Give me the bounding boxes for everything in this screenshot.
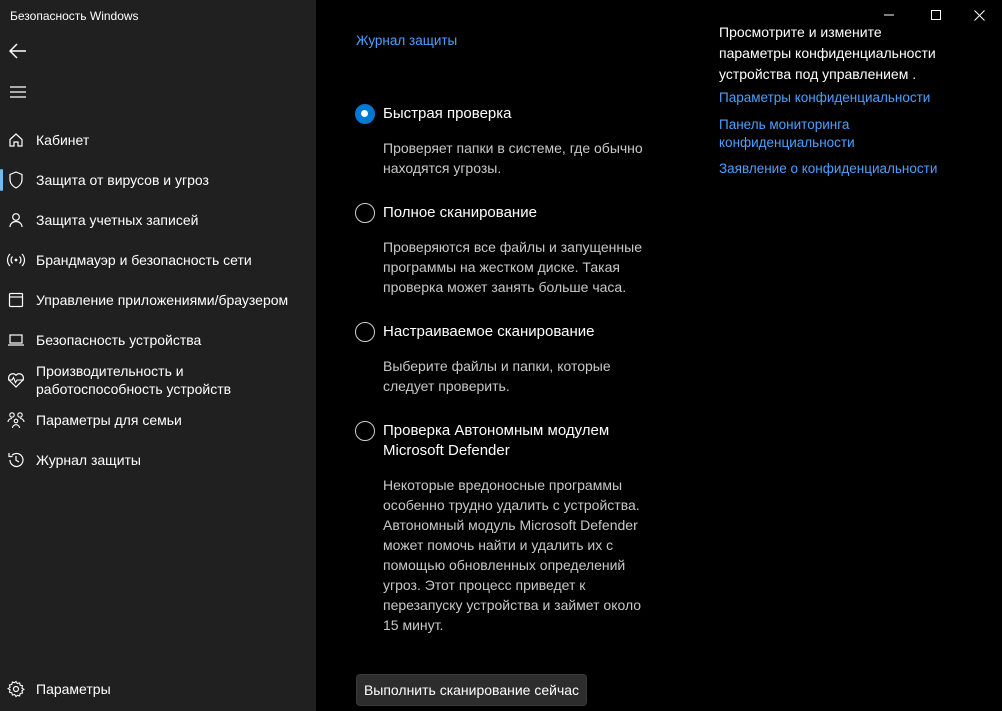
history-icon xyxy=(7,451,25,469)
sidebar-item-firewall[interactable] xyxy=(0,242,316,278)
offline-scan-option[interactable] xyxy=(355,421,375,441)
hamburger-icon xyxy=(10,86,26,98)
quick-scan-option[interactable] xyxy=(355,104,375,124)
wifi-icon xyxy=(7,251,25,269)
desc-line: находятся угрозы. xyxy=(383,160,502,176)
custom-scan-radio[interactable] xyxy=(355,322,375,342)
sidebar-item-label: Параметры для семьи xyxy=(36,412,182,428)
offline-scan-radio[interactable] xyxy=(355,421,375,441)
privacy-text-line: параметры конфиденциальности xyxy=(719,45,936,61)
minimize-icon xyxy=(884,10,894,20)
privacy-statement-link[interactable]: Заявление о конфиденциальности xyxy=(719,161,938,176)
protection-history-link[interactable]: Журнал защиты xyxy=(356,33,458,48)
sidebar xyxy=(0,0,316,711)
privacy-text-line: устройства под управлением . xyxy=(719,66,917,82)
custom-scan-option[interactable] xyxy=(355,322,375,342)
sidebar-item-label-line2: работоспособность устройств xyxy=(36,381,232,397)
desc-line: Некоторые вредоносные программы xyxy=(383,477,623,493)
sidebar-item-account-protection[interactable] xyxy=(0,202,316,238)
sidebar-item-label: Параметры xyxy=(36,681,111,697)
sidebar-item-label: Журнал защиты xyxy=(36,452,141,468)
back-button[interactable] xyxy=(4,38,32,64)
custom-scan-label: Настраиваемое сканирование xyxy=(383,323,595,340)
full-scan-label: Полное сканирование xyxy=(383,204,537,221)
desc-line: 15 минут. xyxy=(383,617,444,633)
privacy-dashboard-link-line2: конфиденциальности xyxy=(719,135,855,150)
full-scan-description xyxy=(383,237,673,297)
offline-scan-label-line2: Microsoft Defender xyxy=(383,442,510,459)
quick-scan-radio[interactable] xyxy=(355,104,375,124)
sidebar-item-label: Защита от вирусов и угроз xyxy=(36,172,209,188)
custom-scan-description xyxy=(383,356,673,396)
shield-icon xyxy=(7,171,25,189)
full-scan-radio[interactable] xyxy=(355,203,375,223)
gear-icon xyxy=(7,680,25,698)
sidebar-item-label: Производительность и xyxy=(36,363,184,379)
privacy-dashboard-link-line1: Панель мониторинга xyxy=(719,117,850,132)
heart-pulse-icon xyxy=(7,371,25,389)
privacy-settings-link[interactable]: Параметры конфиденциальности xyxy=(719,90,931,105)
desc-line: может помочь найти и удалить их с xyxy=(383,537,614,553)
sidebar-item-label: Кабинет xyxy=(36,132,90,148)
app-title: Безопасность Windows xyxy=(10,9,139,23)
family-icon xyxy=(7,411,25,429)
desc-line: Выберите файлы и папки, которые xyxy=(383,358,611,374)
person-icon xyxy=(7,211,25,229)
menu-button[interactable] xyxy=(4,79,32,105)
sidebar-item-label: Управление приложениями/браузером xyxy=(36,292,289,308)
sidebar-item-home[interactable] xyxy=(0,122,316,158)
privacy-description xyxy=(719,22,969,85)
sidebar-item-label: Брандмауэр и безопасность сети xyxy=(36,252,252,268)
full-scan-option[interactable] xyxy=(355,203,375,223)
home-icon xyxy=(7,131,25,149)
desc-line: особенно трудно удалить с устройства. xyxy=(383,497,640,513)
desc-line: помощью обновленных определений xyxy=(383,557,626,573)
offline-scan-label xyxy=(383,421,609,461)
desc-line: Проверяются все файлы и запущенные xyxy=(383,239,642,255)
desc-line: Проверяет папки в системе, где обычно xyxy=(383,140,643,156)
sidebar-item-settings[interactable] xyxy=(0,671,316,707)
app-window-icon xyxy=(7,291,25,309)
back-arrow-icon xyxy=(9,43,27,59)
maximize-icon xyxy=(931,10,941,20)
sidebar-item-virus-protection[interactable] xyxy=(0,162,316,198)
sidebar-item-device-security[interactable] xyxy=(0,322,316,358)
offline-scan-description xyxy=(383,475,673,635)
desc-line: следует проверить. xyxy=(383,378,510,394)
desc-line: перезапуску устройства и займет около xyxy=(383,597,642,613)
desc-line: угроз. Этот процесс приведет к xyxy=(383,577,586,593)
privacy-dashboard-link[interactable] xyxy=(719,116,855,152)
close-icon xyxy=(974,10,985,21)
desc-line: Автономный модуль Microsoft Defender xyxy=(383,517,638,533)
sidebar-item-device-performance[interactable] xyxy=(0,358,316,402)
sidebar-item-family[interactable] xyxy=(0,402,316,438)
sidebar-item-label: Безопасность устройства xyxy=(36,332,202,348)
desc-line: проверка может занять больше часа. xyxy=(383,279,627,295)
quick-scan-description xyxy=(383,138,673,178)
sidebar-item-history[interactable] xyxy=(0,442,316,478)
desc-line: программы на жестком диске. Такая xyxy=(383,259,620,275)
quick-scan-label: Быстрая проверка xyxy=(383,105,512,122)
laptop-icon xyxy=(7,331,25,349)
run-scan-button[interactable]: Выполнить сканирование сейчас xyxy=(356,674,587,706)
sidebar-item-app-browser[interactable] xyxy=(0,282,316,318)
offline-scan-label-line1: Проверка Автономным модулем xyxy=(383,422,610,439)
sidebar-item-label: Защита учетных записей xyxy=(36,212,199,228)
privacy-text-line: Просмотрите и измените xyxy=(719,24,882,40)
